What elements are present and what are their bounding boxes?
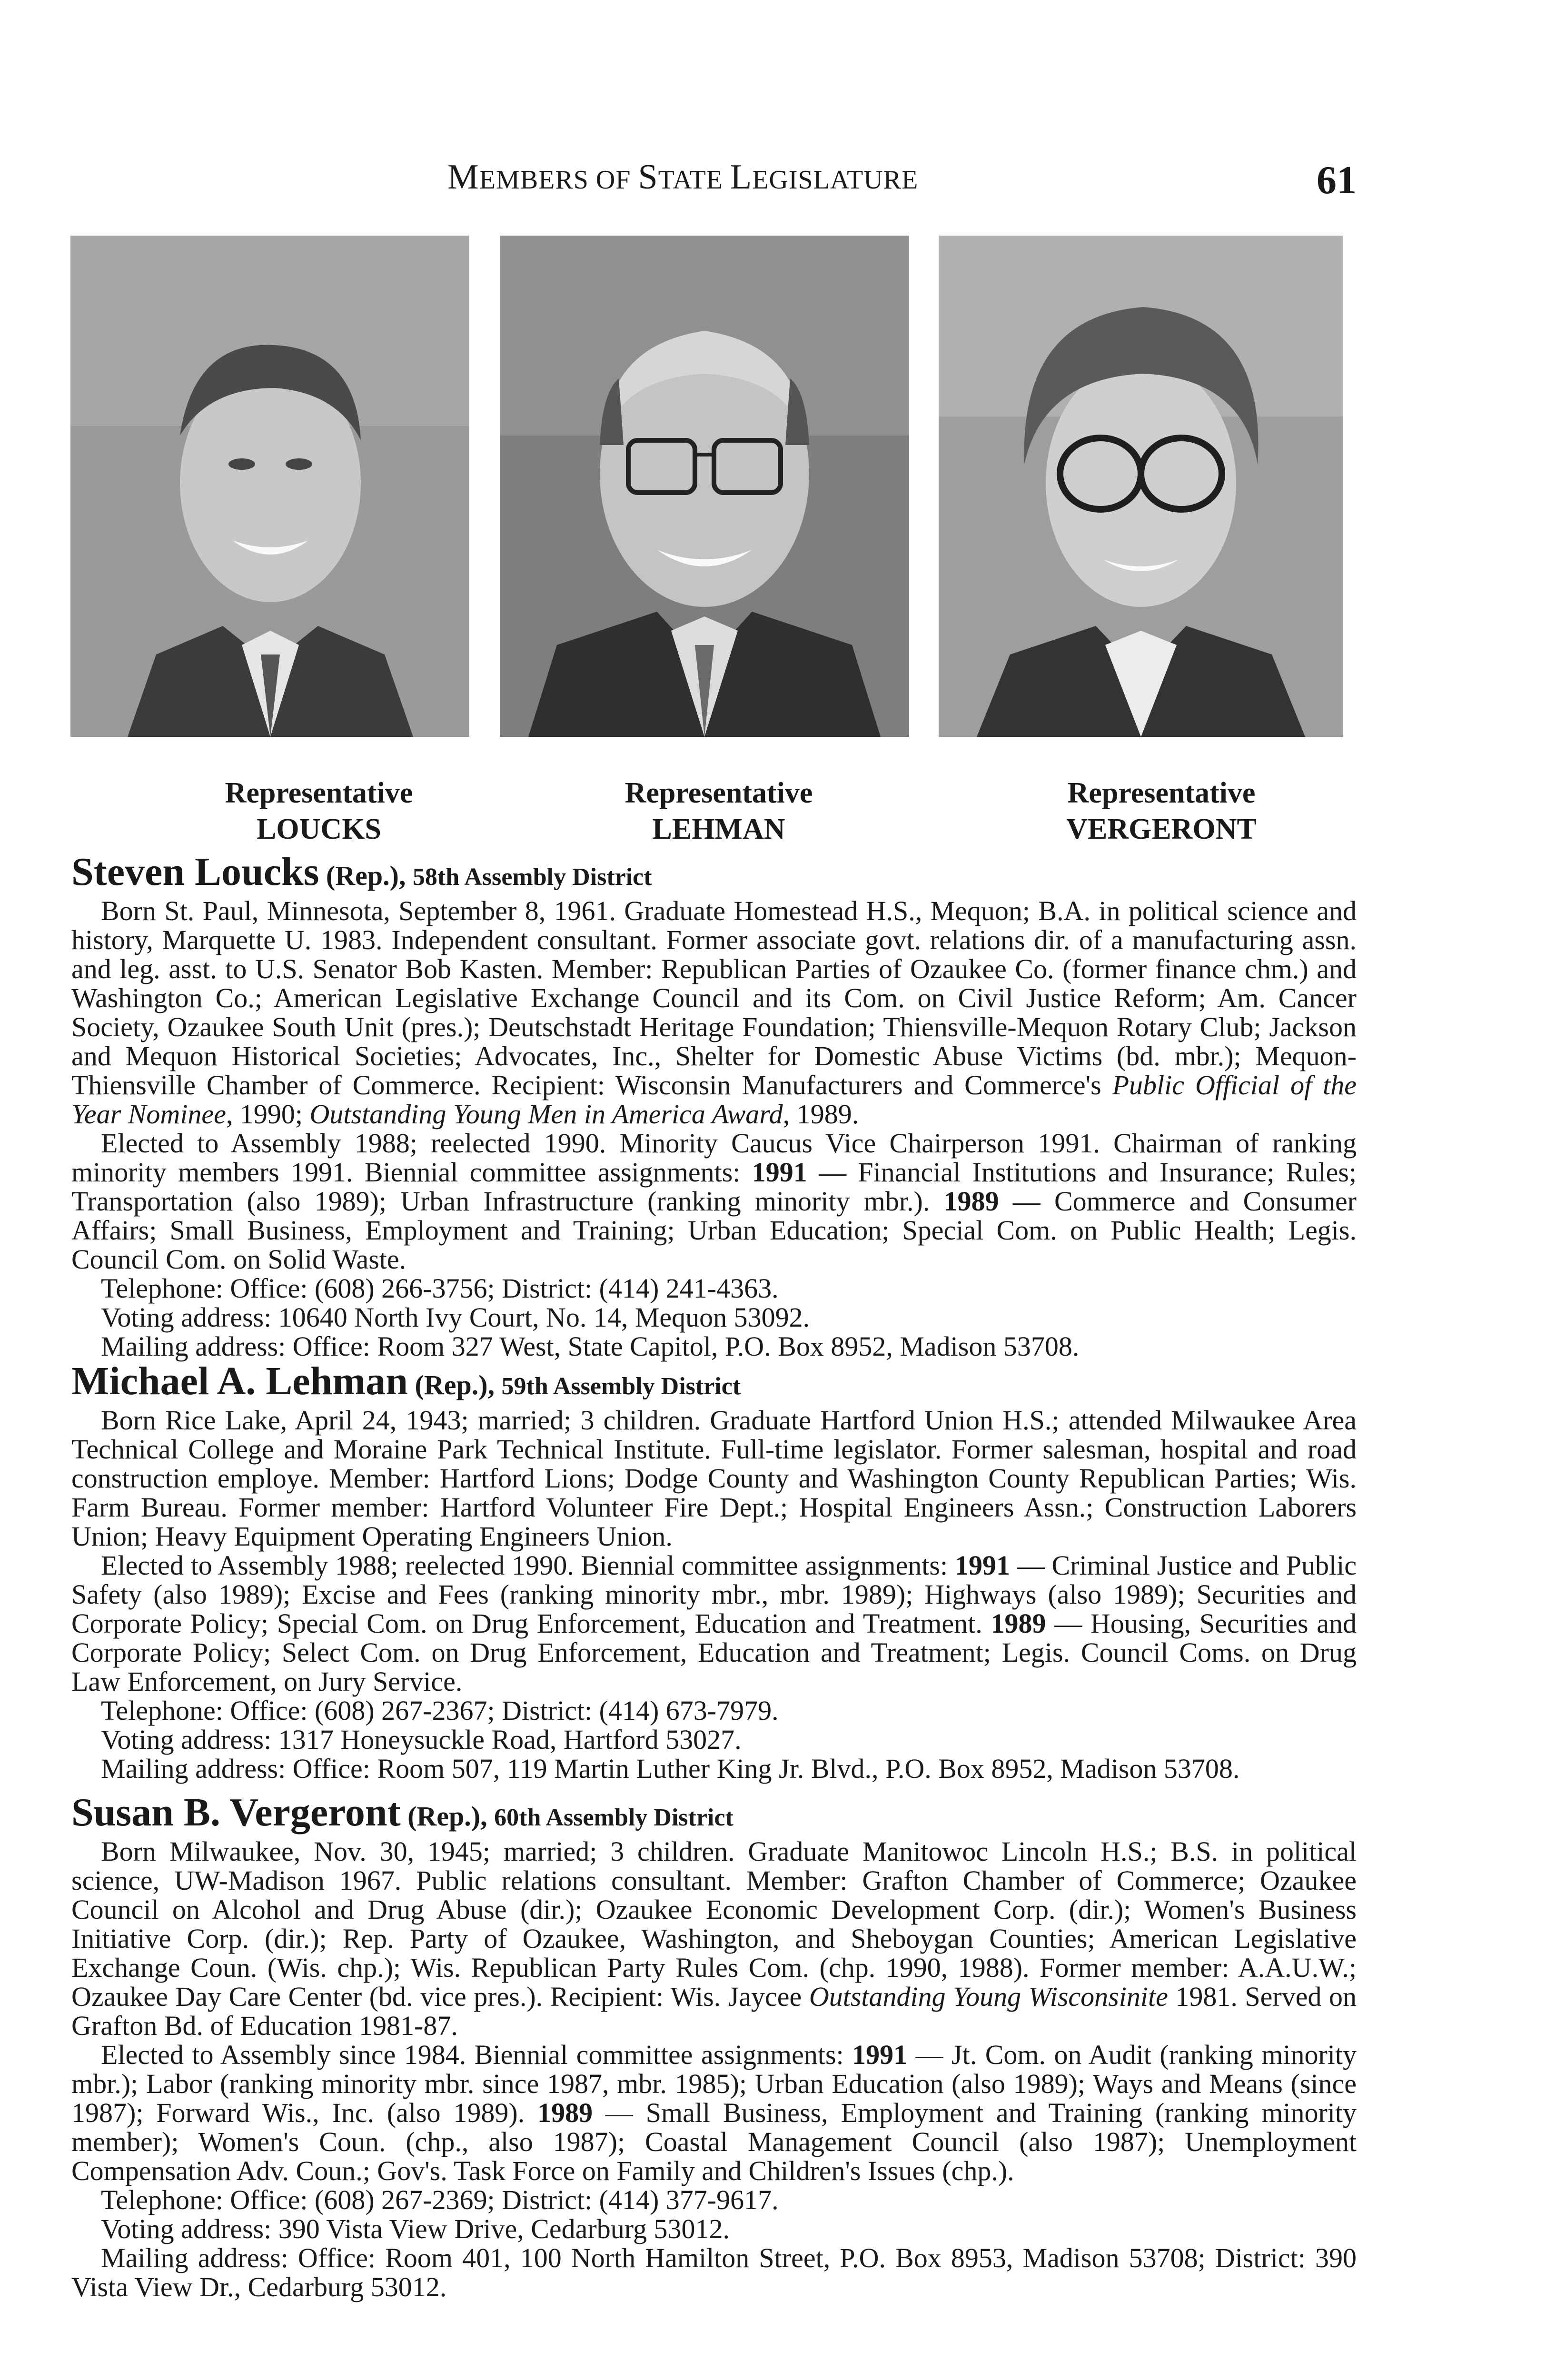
- portrait-photo-vergeront: [939, 236, 1343, 737]
- caption-surname: VERGERONT: [1066, 813, 1257, 845]
- telephone-line: Telephone: Office: (608) 266-3756; District: (414) 241-4363.: [101, 1273, 779, 1304]
- committee-paragraph: Elected to Assembly 1988; reelected 1990. Biennial committee assignments: 1991 — Criminal Justice and Public Safety (also 1989); Excise and Fees (ranking minority mbr., mbr. 1989); Highways (also 1989); Securities and Corporate Policy; Special Com. on Drug Enforcement, Education and Treatment. 1989 — Housing, Securities and Corporate Policy; Select Com. on Drug Enforcement, Education and Treatment; Legis. Council Coms. on Drug Law Enforcement, on Jury Service.: [71, 1550, 1357, 1697]
- voting-address-line: Voting address: 1317 Honeysuckle Road, Hartford 53027.: [101, 1724, 742, 1755]
- caption-lehman: [528, 775, 909, 847]
- mailing-address-line: Mailing address: Office: Room 507, 119 Martin Luther King Jr. Blvd., P.O. Box 8952, Madison 53708.: [101, 1753, 1240, 1784]
- biography-paragraph: Born Rice Lake, April 24, 1943; married; 3 children. Graduate Hartford Union H.S.; attended Milwaukee Area Technical College and Moraine Park Technical Institute. Full-time legislator. Former salesman, hospital and road construction employe. Member: Hartford Lions; Dodge County and Washington County Republican Parties; Wis. Farm Bureau. Former member: Hartford Volunteer Fire Dept.; Hospital Engineers Assn.; Construction Laborers Union; Heavy Equipment Operating Engineers Union.: [71, 1405, 1357, 1552]
- member-heading: [71, 1359, 1357, 1406]
- biography-paragraph: Born St. Paul, Minnesota, September 8, 1961. Graduate Homestead H.S., Mequon; B.A. in political science and history, Marquette U. 1983. Independent consultant. Former associate govt. relations dir. of a manufacturing assn. and leg. asst. to U.S. Senator Bob Kasten. Member: Republican Parties of Ozaukee Co. (former finance chm.) and Washington Co.; American Legislative Exchange Council and its Com. on Civil Justice Reform; Am. Cancer Society, Ozaukee South Unit (pres.); Deutschstadt Heritage Foundation; Thiensville-Mequon Rotary Club; Jackson and Mequon Historical Societies; Advocates, Inc., Shelter for Domestic Abuse Victims (bd. mbr.); Mequon-Thiensville Chamber of Commerce. Recipient: Wisconsin Manufacturers and Commerce's Public Official of the Year Nominee, 1990; Outstanding Young Men in America Award, 1989.: [71, 895, 1357, 1130]
- caption-role: Representative: [624, 777, 813, 809]
- bio-vergeront: [71, 1790, 1357, 2302]
- telephone-line: Telephone: Office: (608) 267-2369; District: (414) 377-9617.: [101, 2184, 779, 2215]
- member-district: 59th Assembly District: [501, 1373, 741, 1400]
- member-district: 60th Assembly District: [494, 1804, 733, 1831]
- bio-lehman: [71, 1359, 1357, 1784]
- voting-address-line: Voting address: 390 Vista View Drive, Cedarburg 53012.: [101, 2213, 730, 2244]
- committee-paragraph: Elected to Assembly 1988; reelected 1990. Minority Caucus Vice Chairperson 1991. Chairman of ranking minority members 1991. Biennial committee assignments: 1991 — Financial Institutions and Insurance; Rules; Transportation (also 1989); Urban Infrastructure (ranking minority mbr.). 1989 — Commerce and Consumer Affairs; Small Business, Employment and Training; Urban Education; Special Com. on Public Health; Legis. Council Com. on Solid Waste.: [71, 1128, 1357, 1275]
- biography-paragraph: Born Milwaukee, Nov. 30, 1945; married; 3 children. Graduate Manitowoc Lincoln H.S.; B.S. in political science, UW-Madison 1967. Public relations consultant. Member: Grafton Chamber of Commerce; Ozaukee Council on Alcohol and Drug Abuse (dir.); Ozaukee Economic Development Corp. (dir.); Women's Business Initiative Corp. (dir.); Rep. Party of Ozaukee, Washington, and Sheboygan Counties; American Legislative Exchange Coun. (Wis. chp.); Wis. Republican Party Rules Com. (chp. 1990, 1988). Former member: A.A.U.W.; Ozaukee Day Care Center (bd. vice pres.). Recipient: Wis. Jaycee Outstanding Young Wisconsinite 1981. Served on Grafton Bd. of Education 1981-87.: [71, 1836, 1357, 2041]
- telephone-line: Telephone: Office: (608) 267-2367; District: (414) 673-7979.: [101, 1695, 779, 1726]
- page-number: 61: [1317, 158, 1357, 202]
- committee-paragraph: Elected to Assembly since 1984. Biennial committee assignments: 1991 — Jt. Com. on Audit (ranking minority mbr.); Labor (ranking minority mbr. since 1987, mbr. 1985); Urban Education (also 1989); Ways and Means (since 1987); Forward Wis., Inc. (also 1989). 1989 — Small Business, Employment and Training (ranking minority member); Women's Coun. (chp., also 1987); Coastal Management Council (also 1987); Unemployment Compensation Adv. Coun.; Gov's. Task Force on Family and Children's Issues (chp.).: [71, 2039, 1357, 2186]
- caption-vergeront: [971, 775, 1352, 847]
- running-head: MEMBERS OF STATE LEGISLATURE: [447, 158, 919, 197]
- member-name: Steven Loucks: [71, 850, 319, 894]
- bio-loucks: [71, 850, 1357, 1362]
- caption-role: Representative: [1067, 777, 1256, 809]
- member-name: Susan B. Vergeront: [71, 1790, 401, 1835]
- member-heading: [71, 850, 1357, 896]
- member-name: Michael A. Lehman: [71, 1359, 408, 1403]
- voting-address-line: Voting address: 10640 North Ivy Court, No. 14, Mequon 53092.: [101, 1302, 810, 1333]
- mailing-address-line: Mailing address: Office: Room 327 West, State Capitol, P.O. Box 8952, Madison 53708.: [101, 1331, 1080, 1362]
- portrait-photo-lehman: [500, 236, 909, 737]
- mailing-address-line: Mailing address: Office: Room 401, 100 North Hamilton Street, P.O. Box 8953, Madison 53708; District: 390 Vista View Dr., Cedarburg 53012.: [71, 2242, 1357, 2302]
- portrait-photo-loucks: [70, 236, 469, 737]
- page-header: [71, 157, 1357, 209]
- member-district: 58th Assembly District: [412, 863, 652, 891]
- caption-surname: LOUCKS: [257, 813, 381, 845]
- member-party: (Rep.),: [407, 1801, 487, 1832]
- caption-role: Representative: [225, 777, 413, 809]
- caption-surname: LEHMAN: [652, 813, 785, 845]
- caption-loucks: [129, 775, 509, 847]
- member-heading: [71, 1790, 1357, 1837]
- member-party: (Rep.),: [415, 1369, 495, 1400]
- member-party: (Rep.),: [326, 860, 406, 891]
